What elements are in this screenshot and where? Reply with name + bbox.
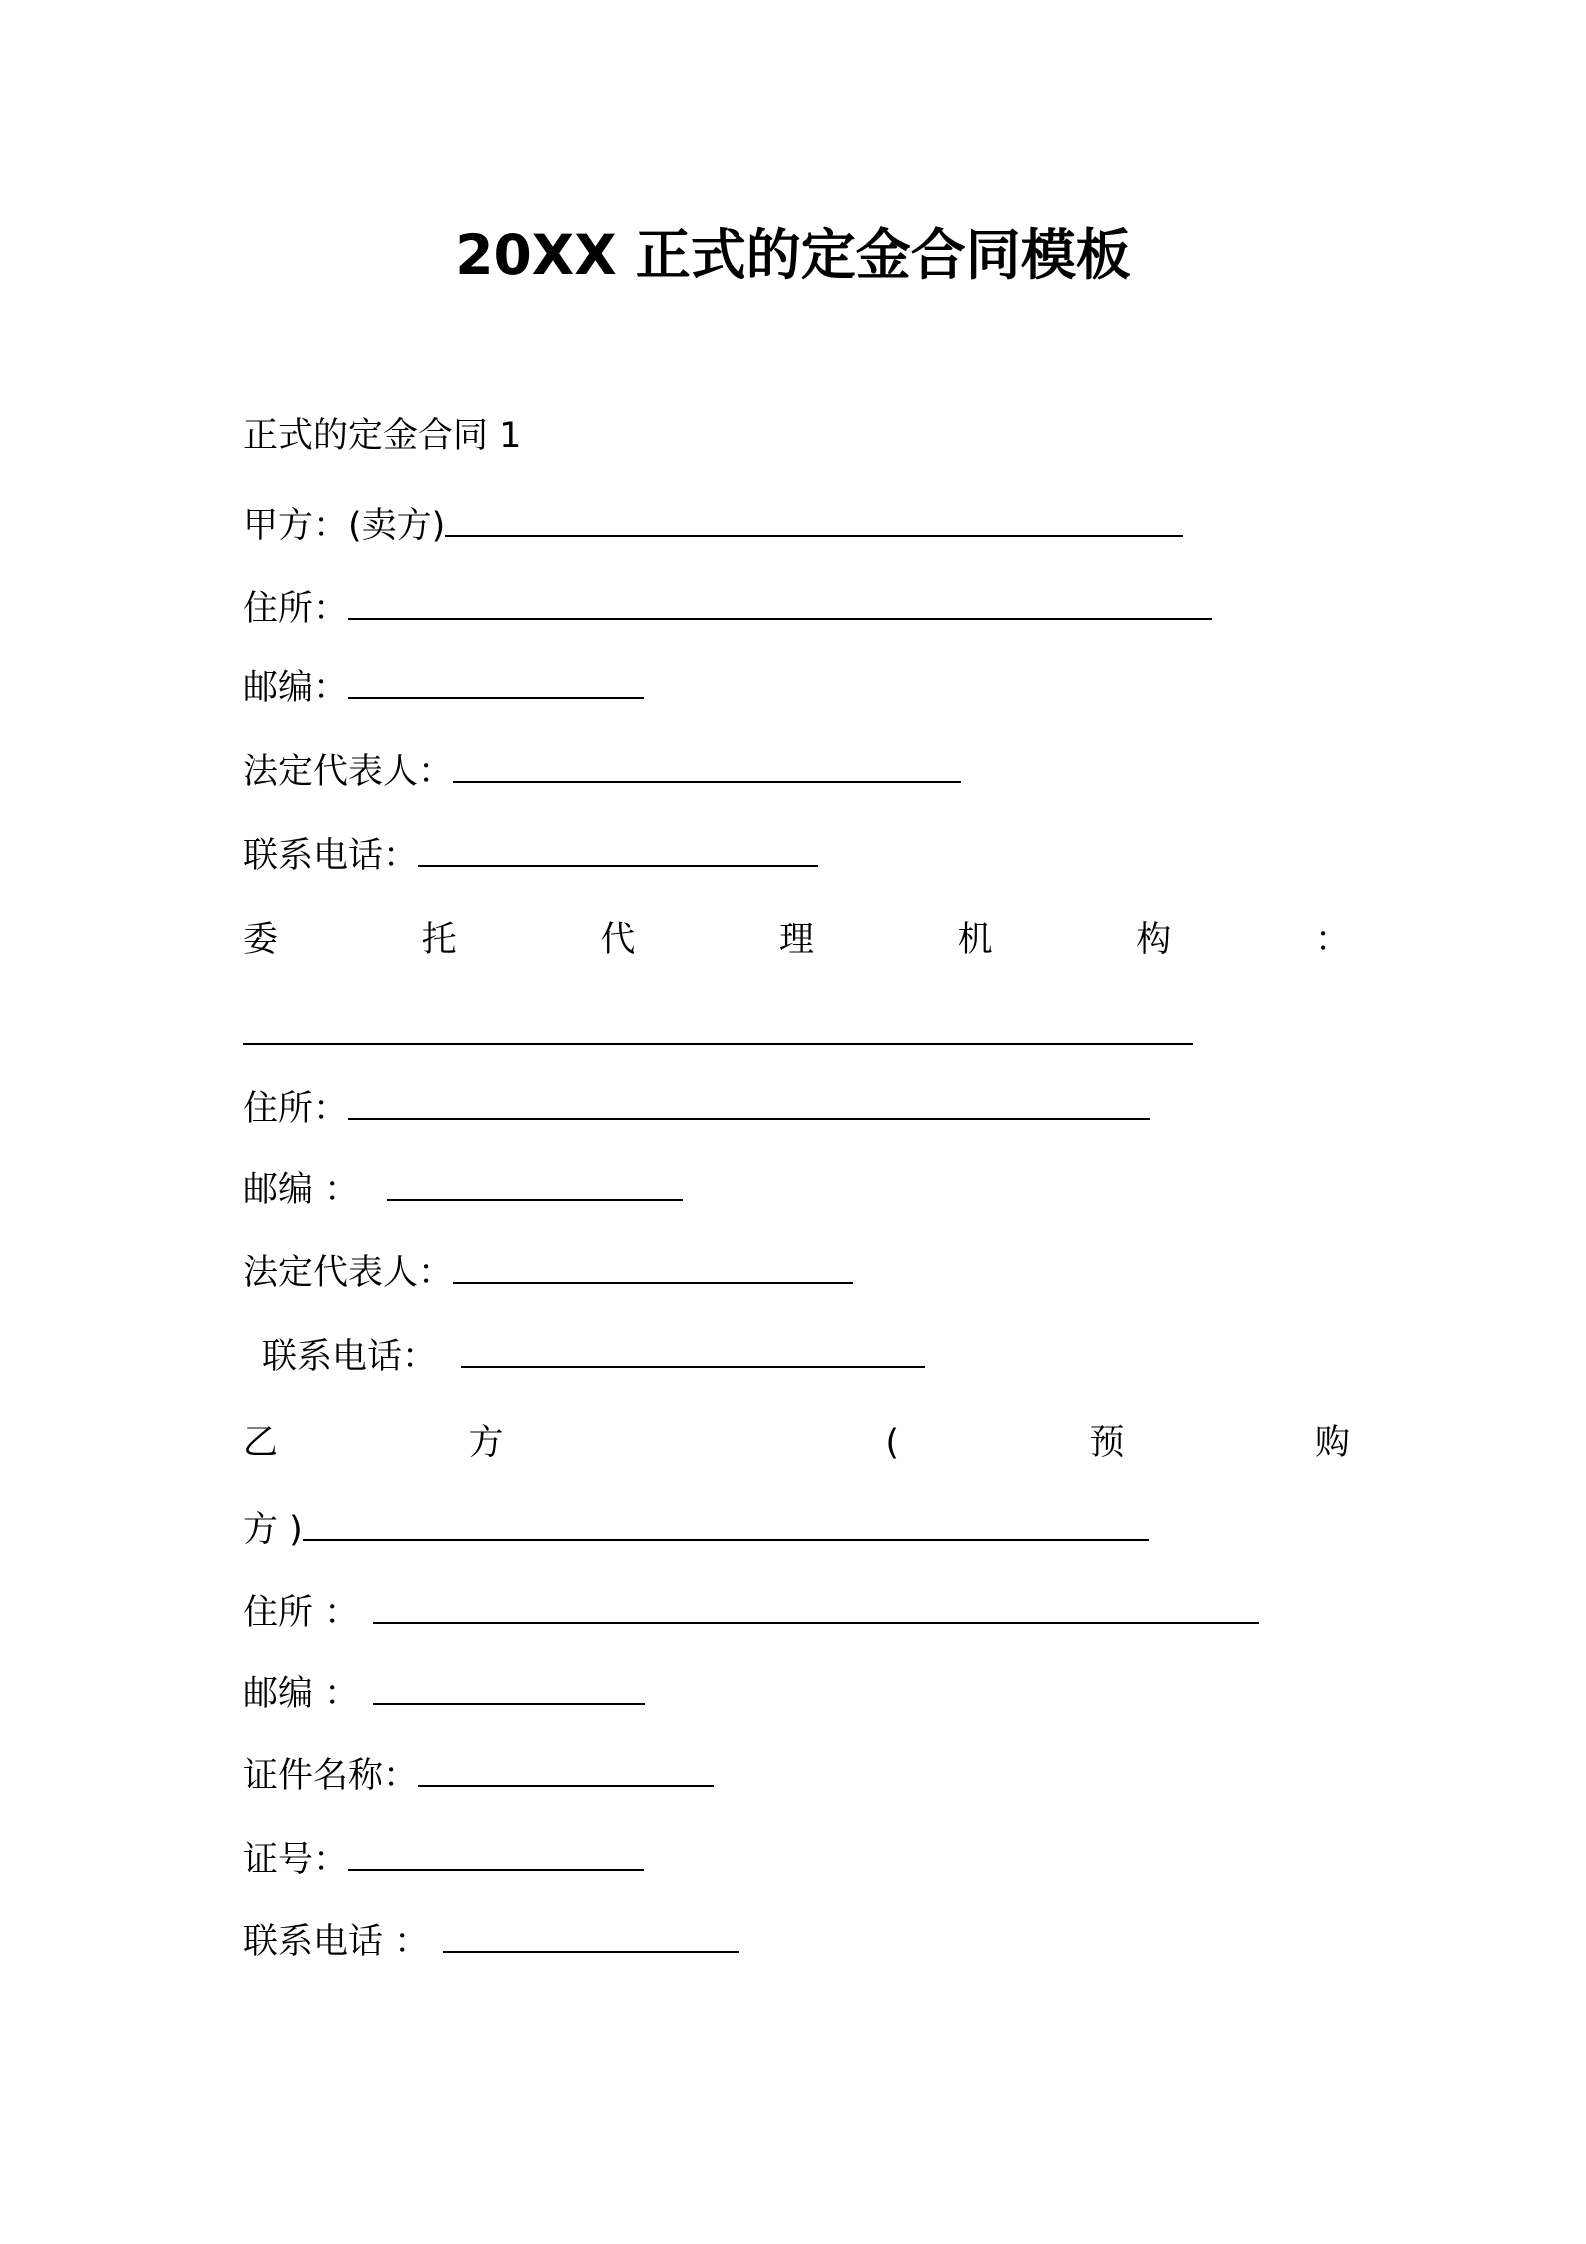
party-b-continued-row [243,1506,1149,1554]
party-b-phone-label: 联系电话 ： [243,1922,430,1962]
party-a-legal-rep-blank[interactable] [453,780,961,783]
agency-address-label: 住所： [243,1089,349,1129]
agency-legal-rep-label: 法定代表人： [243,1253,454,1293]
party-a-address-label: 住所： [243,589,349,629]
party-b-id-name-row [243,1752,714,1800]
party-a-phone-row [243,832,818,880]
party-a-label: 甲方：(卖方) [243,506,446,546]
agency-name-blank[interactable] [243,1043,1193,1045]
party-b-address-row [243,1589,1259,1637]
party-b-label-char: ( [885,1423,900,1463]
party-b-id-number-blank[interactable] [348,1868,644,1871]
agency-address-blank[interactable] [348,1117,1150,1120]
agency-label-char: 机 [957,920,993,960]
agency-phone-label: 联系电话： [262,1337,438,1377]
section-heading: 正式的定金合同 1 [243,416,522,456]
party-a-legal-rep-label: 法定代表人： [243,752,454,792]
agency-label-char: 理 [778,920,814,960]
party-b-id-number-row [243,1836,644,1884]
agency-label-char: 代 [600,920,636,960]
party-a-legal-rep-row [243,748,961,796]
party-a-postcode-label: 邮编： [243,668,349,708]
party-b-address-label: 住所 ： [243,1593,360,1633]
party-b-blank[interactable] [303,1538,1149,1541]
party-a-blank[interactable] [445,534,1183,537]
agency-legal-rep-blank[interactable] [453,1281,853,1284]
party-b-postcode-label: 邮编 ： [243,1674,360,1714]
party-b-address-blank[interactable] [373,1621,1259,1624]
party-a-address-row [243,585,1212,633]
party-a-address-blank[interactable] [348,617,1212,620]
party-a-row [243,502,1183,550]
party-a-postcode-blank[interactable] [348,696,644,699]
party-b-phone-blank[interactable] [443,1950,739,1953]
party-b-id-number-label: 证号： [243,1840,349,1880]
party-b-id-name-label: 证件名称： [243,1756,419,1796]
party-b-label-continued: 方 ) [243,1510,303,1550]
party-b-label-char: 乙 [243,1423,279,1463]
party-a-postcode-row [243,664,644,712]
agency-label-char: 委 [243,920,279,960]
agency-postcode-label: 邮编 ： [243,1170,360,1210]
agency-label-char: ： [1314,920,1350,960]
agency-legal-rep-row [243,1249,853,1297]
agency-phone-row [262,1333,925,1381]
agency-phone-blank[interactable] [461,1365,925,1368]
party-b-phone-row [243,1918,739,1966]
agency-postcode-blank[interactable] [387,1198,683,1201]
party-b-postcode-row [243,1670,645,1718]
agency-label-char: 构 [1136,920,1172,960]
party-b-label-char: 购 [1314,1423,1350,1463]
party-b-postcode-blank[interactable] [373,1702,645,1705]
agency-label-char: 托 [421,920,457,960]
party-b-label-char: 方 [468,1423,504,1463]
party-b-label-char: 预 [1089,1423,1125,1463]
party-a-phone-blank[interactable] [418,864,818,867]
document-title: 20XX 正式的定金合同模板 [455,223,1131,287]
agency-address-row [243,1085,1150,1133]
agency-label-row [243,916,1350,964]
agency-postcode-row [243,1166,683,1214]
party-b-id-name-blank[interactable] [418,1784,714,1787]
party-a-phone-label: 联系电话： [243,836,419,876]
party-b-label-row [243,1419,1350,1467]
